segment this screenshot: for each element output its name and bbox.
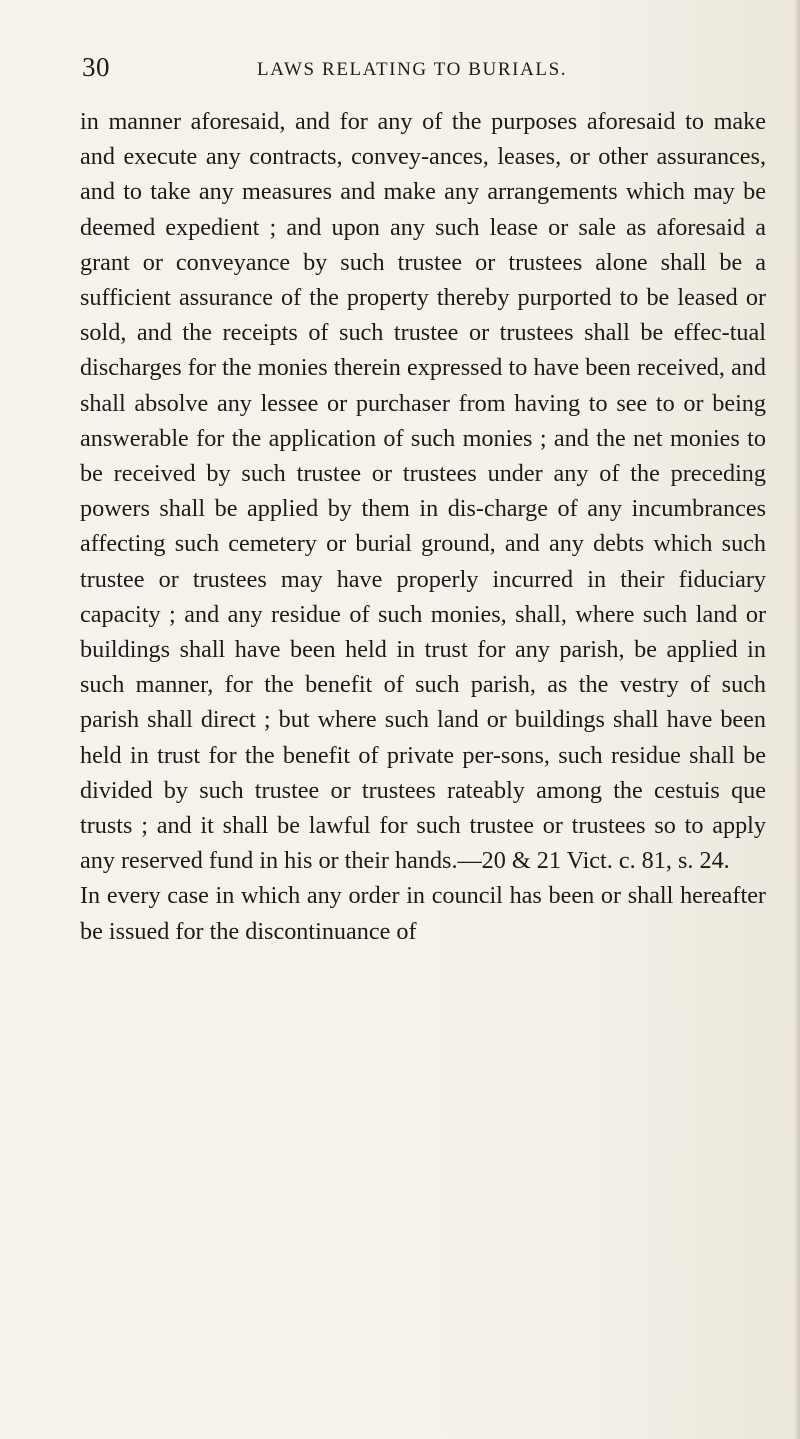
body-text — [80, 104, 766, 949]
running-head: LAWS RELATING TO BURIALS. — [257, 59, 568, 80]
paragraph: In every case in which any order in council has been or shall hereafter be issued for the discontinuance of — [80, 882, 766, 945]
page-edge-shadow — [794, 0, 800, 1439]
page-number: 30 — [82, 52, 110, 82]
paragraph: in manner aforesaid, and for any of the purposes aforesaid to make and execute any contracts, convey-ances, leases, or other assurances, and to take any measures and make any arrangements which may be deemed expedient ; and upon any such lease or sale as aforesaid a grant or conveyance by such trustee or trustees alone shall be a sufficient assurance of the property thereby purported to be leased or sold, and the receipts of such trustee or trustees shall be effec-tual discharges for the monies therein expressed to have been received, and shall absolve any lessee or purchaser from having to see to or being answerable for the application of such monies ; and the net monies to be received by such trustee or trustees under any of the preceding powers shall be applied by them in dis-charge of any incumbrances affecting such cemetery or burial ground, and any debts which such trustee or trustees may have properly incurred in their fiduciary capacity ; and any residue of such monies, shall, where such land or buildings shall have been held in trust for any parish, be applied in such manner, for the benefit of such parish, as the vestry of such parish shall direct ; but where such land or buildings shall have been held in trust for the benefit of private per-sons, such residue shall be divided by such trustee or trustees rateably among the cestuis que trusts ; and it shall be lawful for such trustee or trustees so to apply any reserved fund in his or their hands.—20 & 21 Vict. c. 81, s. 24. — [80, 108, 766, 875]
page-header — [55, 48, 775, 88]
